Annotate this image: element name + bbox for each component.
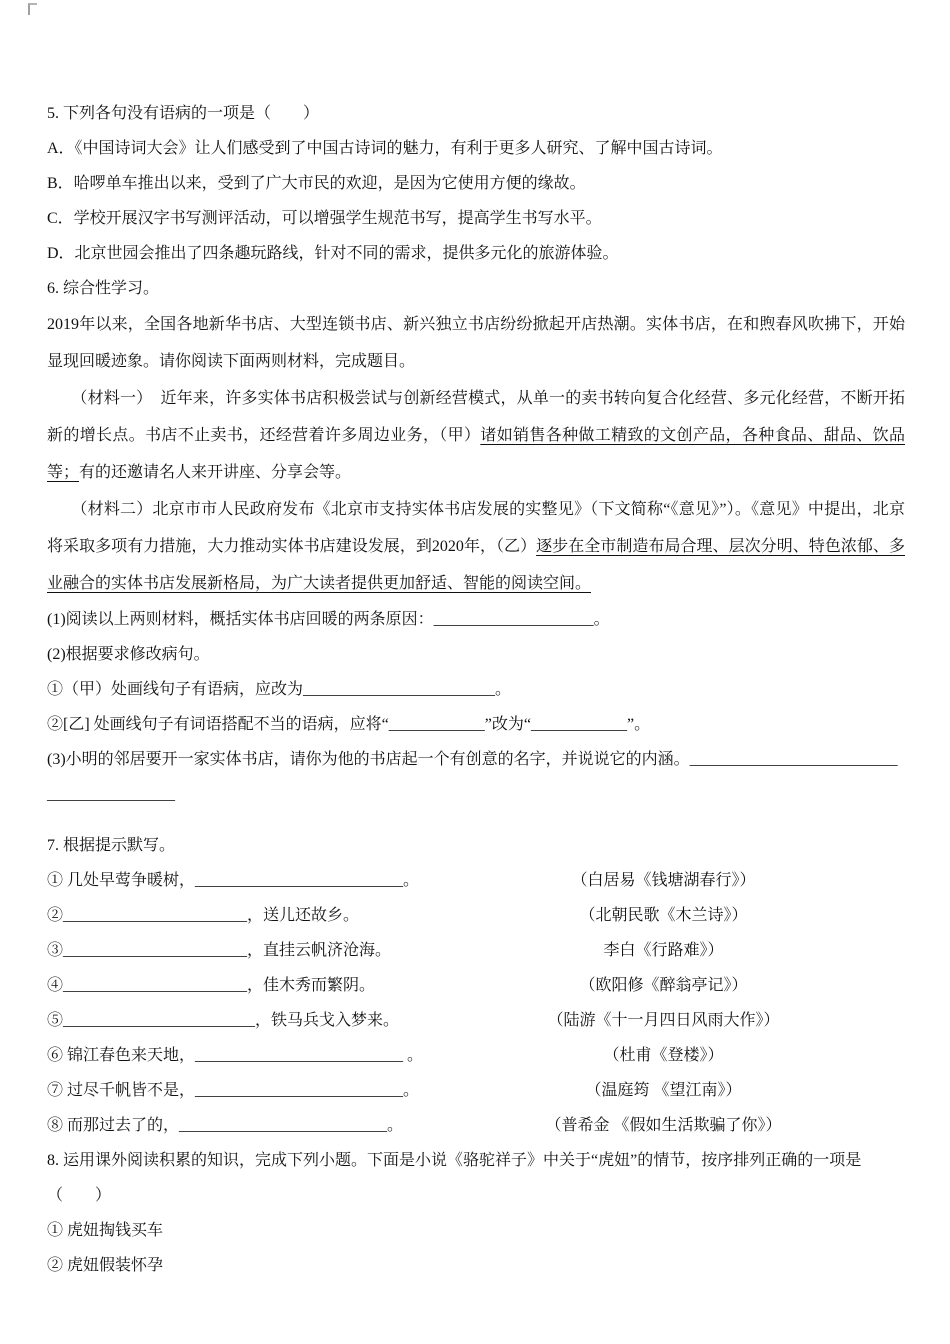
underlined-segment: 诸如销售各种做工精致的文创产品，各种食品、甜品、饮品等； (47, 427, 905, 481)
text-segment: (1)阅读以上两则材料，概括实体书店回暖的两条原因：____________________。 (47, 611, 610, 628)
text-segment: （ ） (47, 1187, 112, 1204)
dictation-line-text: ⑤________________________，铁马兵戈入梦来。 (47, 1012, 400, 1029)
text-segment: (2)根据要求修改病句。 (47, 646, 210, 663)
scan-artifact-mark (28, 3, 37, 15)
text-segment: ②[乙] 处画线句子有词语搭配不当的语病，应将“____________”改为“____________”。 (47, 716, 651, 733)
q7-line-1 (47, 863, 905, 898)
q7-line-6 (47, 1038, 905, 1073)
q8-item-2 (47, 1248, 905, 1283)
text-segment: B．哈啰单车推出以来，受到了广大市民的欢迎，是因为它使用方便的缘故。 (47, 175, 586, 192)
q7-line-3 (47, 933, 905, 968)
q6-sub1 (47, 602, 905, 637)
text-segment: 6. 综合性学习。 (47, 280, 160, 297)
dictation-line-text: ① 几处早莺争暖树，__________________________。 (47, 872, 420, 889)
text-segment: ① 虎妞掏钱买车 (47, 1222, 164, 1239)
dictation-source-attribution: （温庭筠 《望江南》） (585, 1082, 742, 1099)
dictation-line-text: ⑦ 过尽千帆皆不是，__________________________。 (47, 1082, 420, 1099)
q5-option-d (47, 236, 905, 271)
text-segment: （材料一） 近年来，许多实体书店积极尝试与创新经营模式，从单一的卖书转向复合化经营、多元化经营，不断开拓新的增长点。书店不止卖书，还经营着许多周边业务，（甲） (47, 390, 905, 444)
q6-sub3 (47, 742, 905, 777)
text-segment: ② 虎妞假装怀孕 (47, 1257, 164, 1274)
text-segment: ________________ (47, 786, 175, 803)
q7-line-2 (47, 898, 905, 933)
dictation-line-text: ③_______________________，直挂云帆济沧海。 (47, 942, 392, 959)
q5-stem (47, 96, 905, 131)
text-segment: D．北京世园会推出了四条趣玩路线，针对不同的需求，提供多元化的旅游体验。 (47, 245, 619, 262)
dictation-source-attribution: （陆游《十一月四日风雨大作》） (547, 1012, 780, 1029)
dictation-line-text: ④_______________________，佳木秀而繁阴。 (47, 977, 376, 994)
q6-sub2-item1 (47, 672, 905, 707)
dictation-source-attribution: （杜甫《登楼》） (603, 1047, 724, 1064)
text-segment: 5. 下列各句没有语病的一项是（ ） (47, 105, 320, 122)
q6-stem (47, 271, 905, 306)
q6-intro (47, 306, 905, 380)
q8-stem (47, 1143, 905, 1178)
text-segment: C．学校开展汉字书写测评活动，可以增强学生规范书写，提高学生书写水平。 (47, 210, 602, 227)
dictation-line-text: ②_______________________，送儿还故乡。 (47, 907, 360, 924)
text-segment: 2019年以来，全国各地新华书店、大型连锁书店、新兴独立书店纷纷掀起开店热潮。实体书店，在和煦春风吹拂下，开始显现回暖迹象。请你阅读下面两则材料，完成题目。 (47, 316, 905, 370)
q6-material-2 (47, 491, 905, 602)
text-segment: ①（甲）处画线句子有语病，应改为________________________。 (47, 681, 512, 698)
dictation-source-attribution: 李白《行路难》） (603, 942, 724, 959)
dictation-line-text: ⑥ 锦江春色来天地，__________________________ 。 (47, 1047, 424, 1064)
text-segment: (3)小明的邻居要开一家实体书店，请你为他的书店起一个有创意的名字，并说说它的内涵。__________________________ (47, 751, 898, 768)
dictation-source-attribution: （普希金 《假如生活欺骗了你》） (545, 1117, 782, 1134)
q8-item-1 (47, 1213, 905, 1248)
q5-option-a (47, 131, 905, 166)
q7-stem (47, 828, 905, 863)
dictation-source-attribution: （白居易《钱塘湖春行》） (571, 872, 756, 889)
q7-line-8 (47, 1108, 905, 1143)
q6-sub3-blank-cont (47, 777, 905, 812)
q6-sub2-item2 (47, 707, 905, 742)
q6-sub2 (47, 637, 905, 672)
text-segment: 有的还邀请名人来开讲座、分享会等。 (79, 464, 352, 481)
dictation-line-text: ⑧ 而那过去了的，__________________________。 (47, 1117, 404, 1134)
q5-option-c (47, 201, 905, 236)
text-segment: 8. 运用课外阅读积累的知识，完成下列小题。下面是小说《骆驼祥子》中关于“虎妞”的情节，按序排列正确的一项是 (47, 1152, 862, 1169)
q7-line-4 (47, 968, 905, 1003)
text-segment: 7. 根据提示默写。 (47, 837, 176, 854)
q8-stem-cont (47, 1178, 905, 1213)
q6-material-1 (47, 380, 905, 491)
document-content (47, 96, 905, 1283)
q7-line-5 (47, 1003, 905, 1038)
underlined-segment: 逐步在全市制造布局合理、层次分明、特色浓郁、多业融合的实体书店发展新格局，为广大读者提供更加舒适、智能的阅读空间。 (47, 538, 905, 592)
text-segment: （材料二）北京市市人民政府发布《北京市支持实体书店发展的实整见》（下文简称“《意见》”）。《意见》中提出，北京将采取多项有力措施，大力推动实体书店建设发展，到2020年，（乙） (47, 501, 905, 555)
text-segment: A．《中国诗词大会》让人们感受到了中国古诗词的魅力，有利于更多人研究、了解中国古诗词。 (47, 140, 723, 157)
dictation-source-attribution: （北朝民歌《木兰诗》） (579, 907, 748, 924)
q7-line-7 (47, 1073, 905, 1108)
q5-option-b (47, 166, 905, 201)
dictation-source-attribution: （欧阳修《醉翁亭记》） (579, 977, 748, 994)
